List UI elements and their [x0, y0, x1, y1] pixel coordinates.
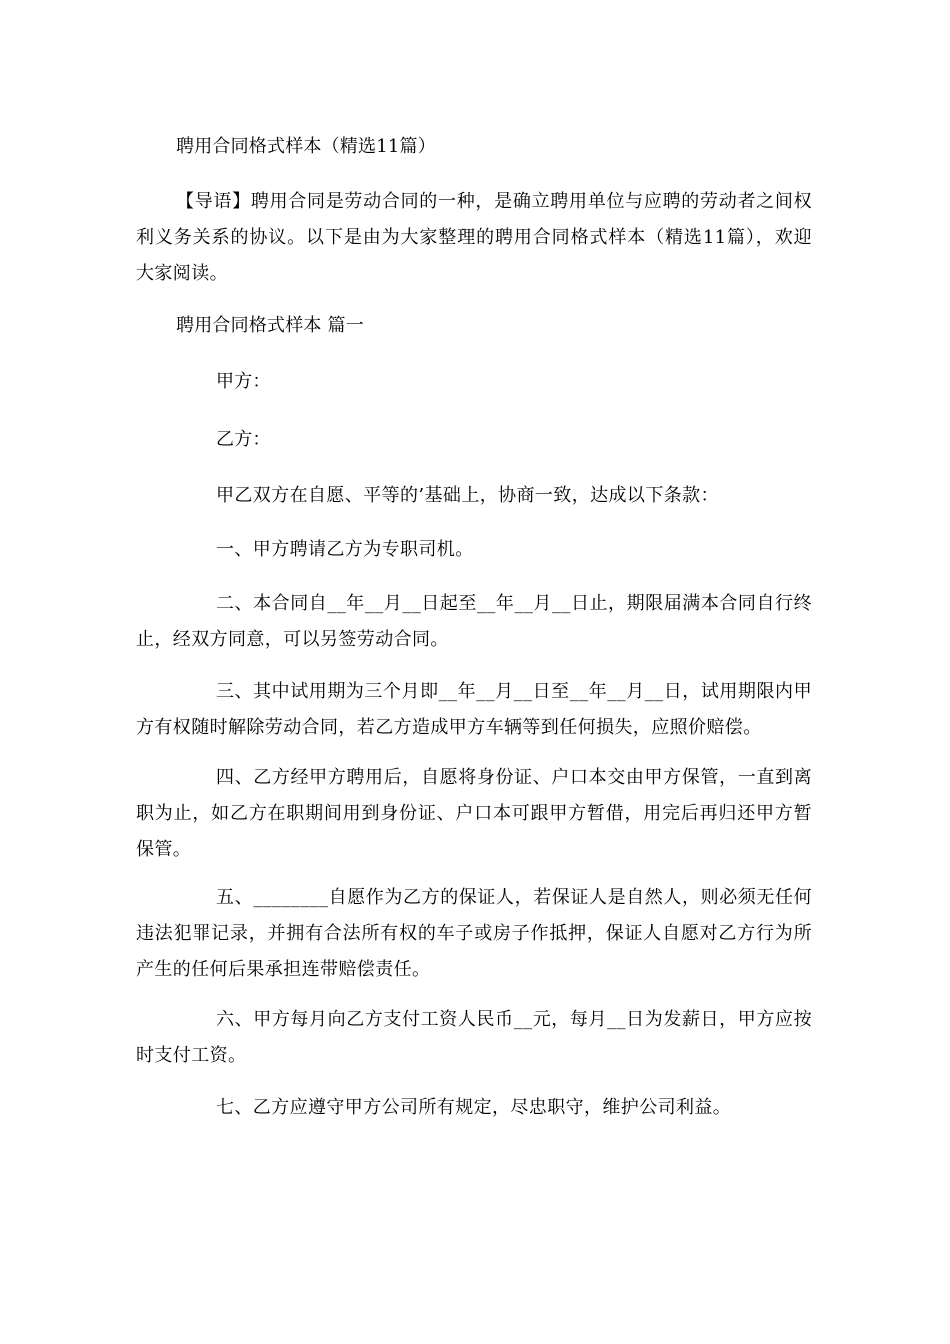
clause-1: 一、甲方聘请乙方为专职司机。: [216, 539, 474, 560]
preamble-paragraph: 甲乙双方在自愿、平等的’基础上，协商一致，达成以下条款：: [216, 485, 719, 506]
intro-paragraph: 【导语】聘用合同是劳动合同的一种，是确立聘用单位与应聘的劳动者之间权利义务关系的协议。以下是由为大家整理的聘用合同格式样本（精选11篇），欢迎大家阅读。: [136, 191, 812, 284]
clause-7: 七、乙方应遵守甲方公司所有规定，尽忠职守，维护公司利益。: [216, 1097, 732, 1118]
document-title: 聘用合同格式样本（精选11篇）: [176, 136, 436, 157]
party-a-label: 甲方：: [216, 371, 271, 392]
clause-6: 六、甲方每月向乙方支付工资人民币__元，每月__日为发薪日，甲方应按时支付工资。: [136, 1009, 812, 1066]
clause-3: 三、其中试用期为三个月即__年__月__日至__年__月__日，试用期限内甲方有权随时解除劳动合同，若乙方造成甲方车辆等到任何损失，应照价赔偿。: [136, 681, 812, 738]
clause-5: 五、________自愿作为乙方的保证人，若保证人是自然人，则必须无任何违法犯罪记录，并拥有合法所有权的车子或房子作抵押，保证人自愿对乙方行为所产生的任何后果承担连带赔偿责任。: [136, 887, 812, 980]
section-heading: 聘用合同格式样本 篇一: [176, 315, 364, 336]
party-b-label: 乙方：: [216, 429, 271, 450]
clause-2: 二、本合同自__年__月__日起至__年__月__日止，期限届满本合同自行终止，经双方同意，可以另签劳动合同。: [136, 593, 812, 650]
clause-4: 四、乙方经甲方聘用后，自愿将身份证、户口本交由甲方保管，一直到离职为止，如乙方在职期间用到身份证、户口本可跟甲方暂借，用完后再归还甲方暂保管。: [136, 767, 812, 860]
